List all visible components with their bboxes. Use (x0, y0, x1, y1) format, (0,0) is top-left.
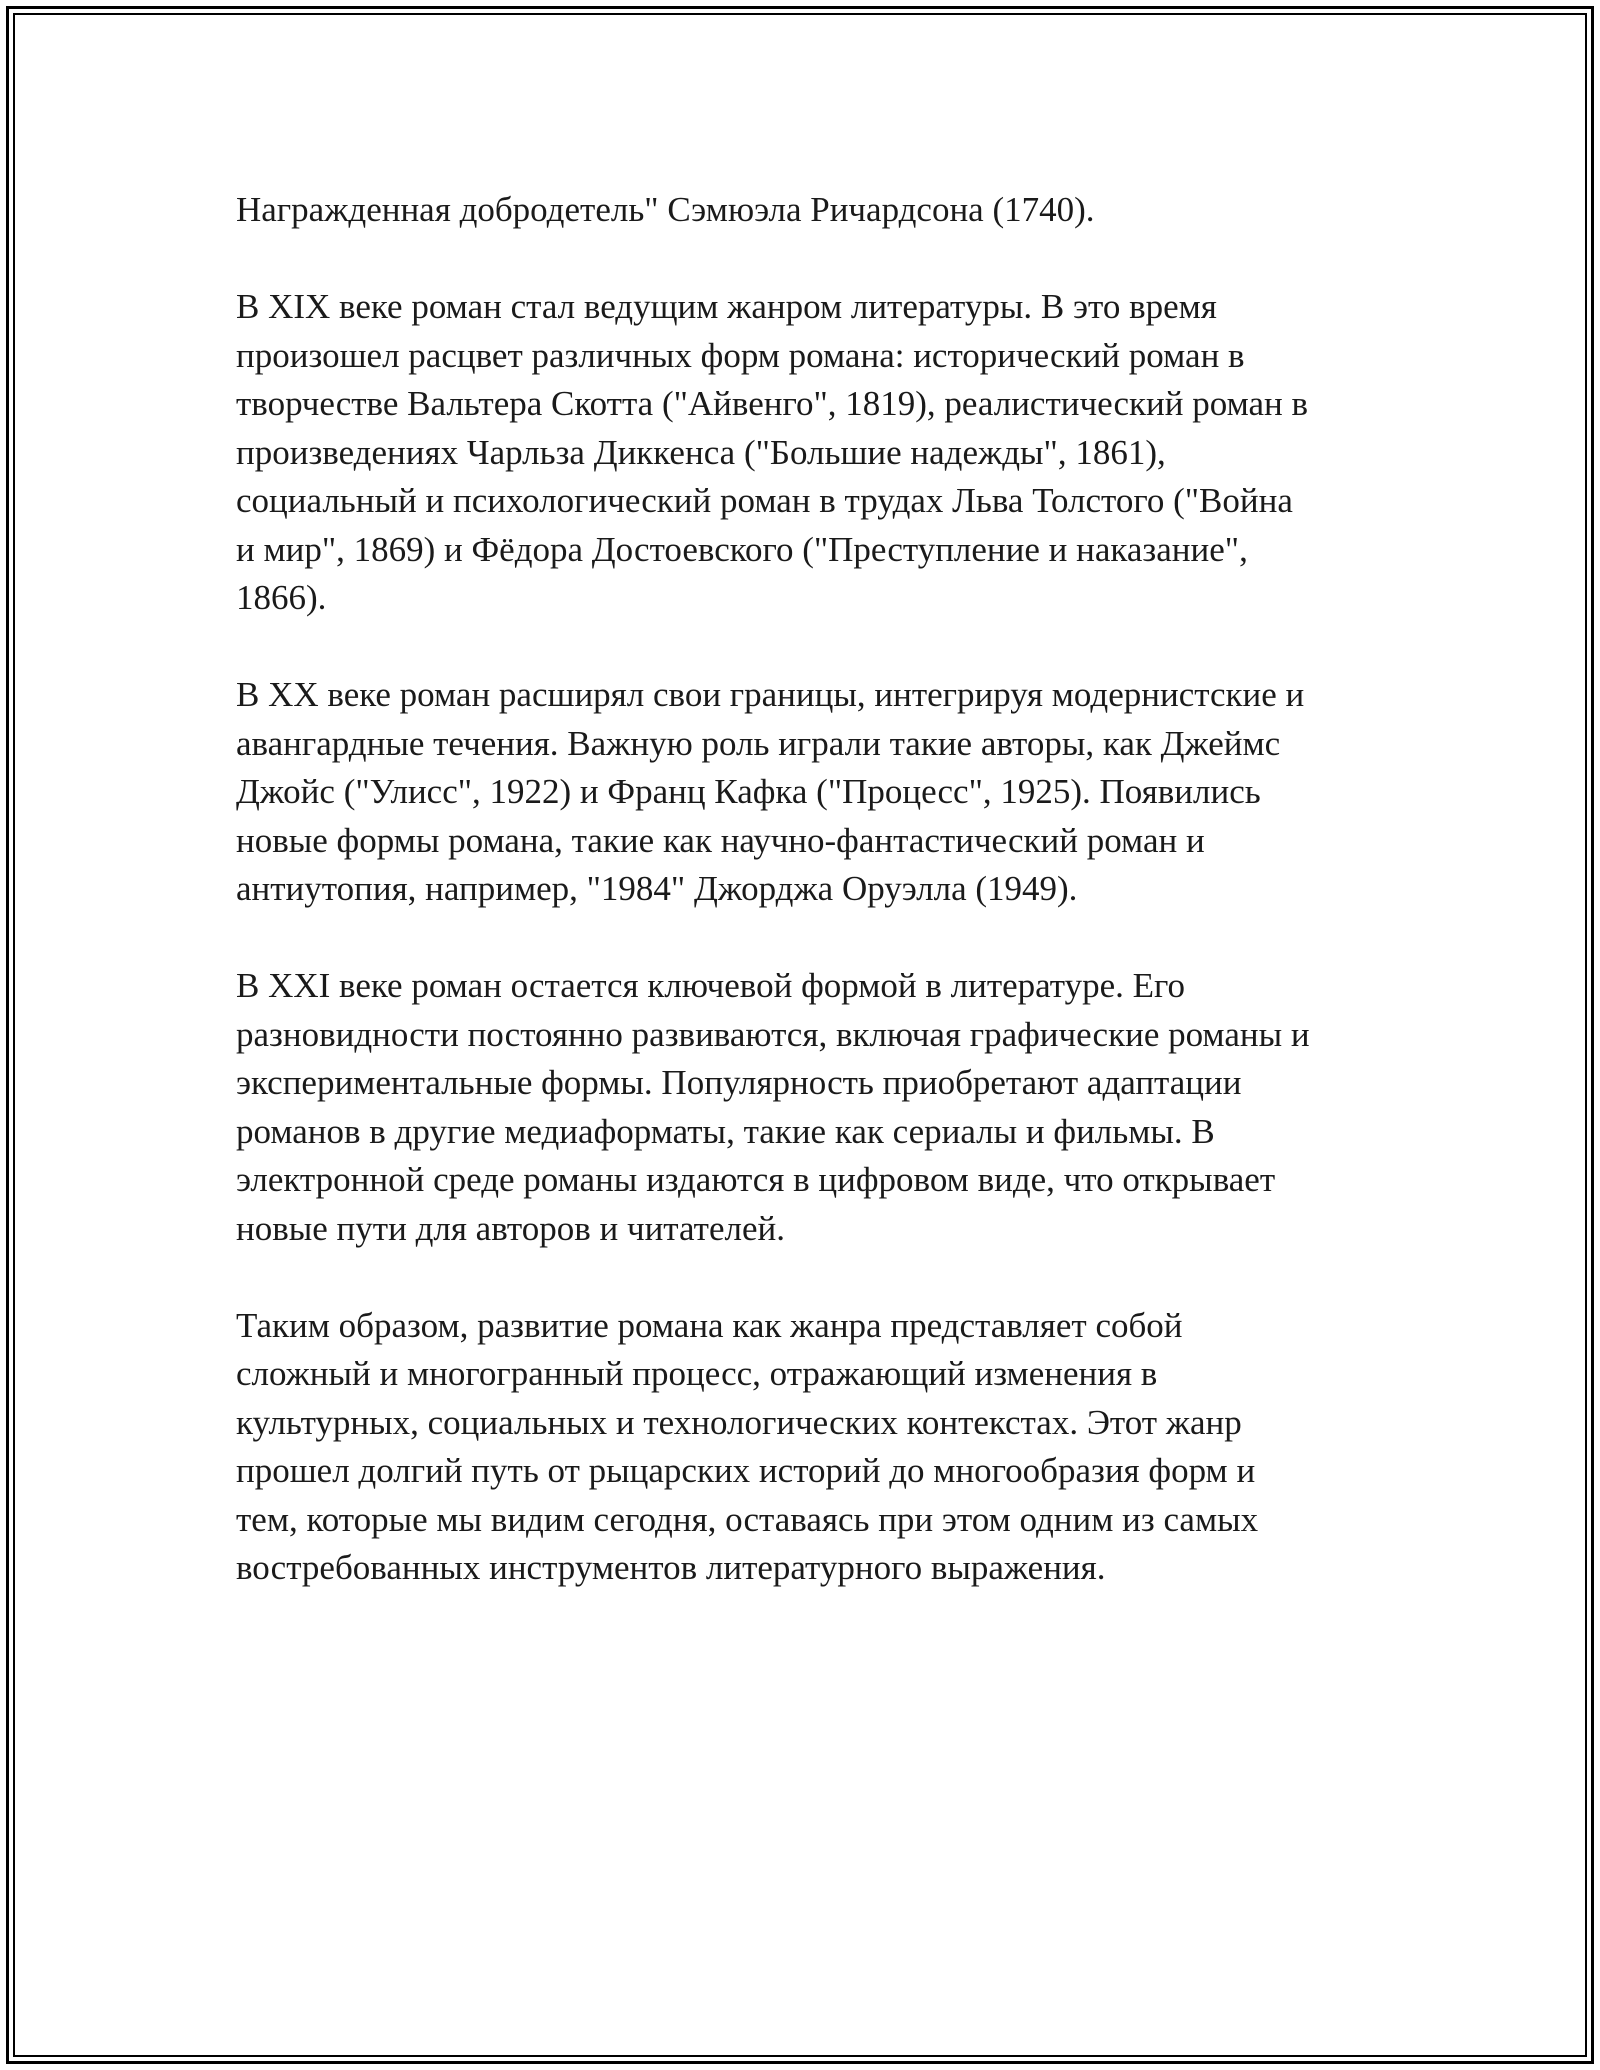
paragraph-21st-century: В XXI веке роман остается ключевой формой в литературе. Его разновидности постоянно развиваются, включая графические романы и экспериментальные формы. Популярность приобретают адаптации романов в другие медиаформаты, такие как сериалы и фильмы. В электронной среде романы издаются в цифровом виде, что открывает новые пути для авторов и читателей. (236, 966, 1310, 1248)
paragraph-richardson: Награжденная добродетель" Сэмюэла Ричардсона (1740). (236, 190, 1095, 229)
document-body (236, 186, 1396, 1641)
paragraph-20th-century: В XX веке роман расширял свои границы, интегрируя модернистские и авангардные течения. Важную роль играли такие авторы, как Джеймс Джойс ("Улисс", 1922) и Франц Кафка ("Процесс", 1925). Появились новые формы романа, такие как научно-фантастический роман и антиутопия, например, "1984" Джорджа Оруэлла (1949). (236, 675, 1305, 908)
paragraph-conclusion: Таким образом, развитие романа как жанра представляет собой сложный и многогранный процесс, отражающий изменения в культурных, социальных и технологических контекстах. Этот жанр прошел долгий путь от рыцарских историй до многообразия форм и тем, которые мы видим сегодня, оставаясь при этом одним из самых востребованных инструментов литературного выражения. (236, 1305, 1259, 1587)
paragraph-19th-century: В XIX веке роман стал ведущим жанром литературы. В это время произошел расцвет различных форм романа: исторический роман в творчестве Вальтера Скотта ("Айвенго", 1819), реалистический роман в произведениях Чарльза Диккенса ("Большие надежды", 1861), социальный и психологический роман в трудах Льва Толстого ("Война и мир", 1869) и Фёдора Достоевского ("Преступление и наказание", 1866). (236, 287, 1309, 617)
